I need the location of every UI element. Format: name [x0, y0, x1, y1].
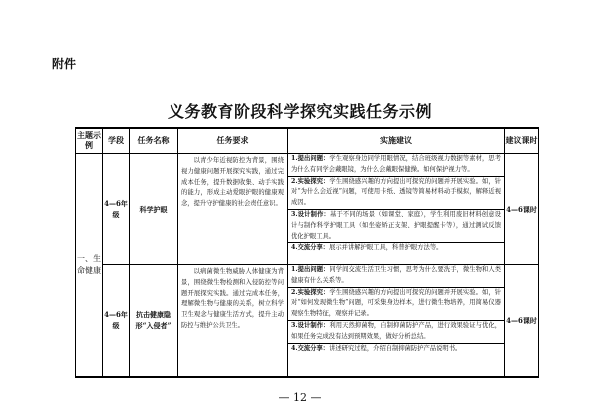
attachment-label: 附件 [52, 57, 77, 71]
task-name-cell: 抗击健康隐形“入侵者” [130, 265, 178, 377]
task-name-cell: 科学护眼 [130, 154, 178, 265]
step-item: 3.设计制作：利用天然抑菌物，自制抑菌防护产品，进行效果验证与优化，如果任务完成没有达到预期效果，做好分析总结。 [288, 321, 504, 344]
table-row [76, 154, 539, 265]
step-item: 1.提出问题：同学间交流生活卫生习惯，思考为什么要洗手，微生物和人类健康有什么关系等。 [288, 265, 504, 288]
step-item: 3.设计制作：基于不同的场景（如课堂、家庭），学生利用废旧材料创意设计与制作科学护眼工具（如坐姿矫正支架、护眼提醒卡等），通过测试反馈优化护眼工具。 [288, 210, 504, 243]
step-item: 4.交流分享：展示并讲解护眼工具，科普护眼方法等。 [291, 244, 443, 252]
implementation-cell [288, 154, 505, 265]
header-task-name: 任务名称 [130, 128, 178, 154]
task-table [75, 127, 539, 378]
header-grade: 学段 [103, 128, 130, 154]
implementation-cell [288, 265, 505, 377]
header-hours: 建议课时 [505, 128, 539, 154]
page-number: — 12 — [278, 391, 322, 404]
document-title: 义务教育阶段科学探究实践任务示例 [167, 102, 432, 121]
requirement-cell: 以病菌微生物威胁人体健康为背景，围绕微生物检测和入侵防控等问题开展探究实践。通过完成本任务，理解微生物与健康的关系，树立科学卫生观念与健康生活方式，提升主动防控与维护公共卫生。 [178, 265, 288, 377]
step-item: 2.实验探究：学生围绕感兴趣的方向提出可探究的问题并开展实验。如，针对“如何发现微生物”问题，可采集身边样本，进行微生物培养，用简易仪器观察生物特征，观察并记录。 [288, 288, 504, 321]
step-item: 2.实验探究：学生围绕感兴趣的方向提出可探究的问题并开展实验。如，针对“为什么会近视”问题，可使用卡纸、透镜等简易材料动手模拟，解释近视成因。 [288, 177, 504, 210]
hours-cell: 4—6课时 [505, 265, 539, 377]
hours-cell: 4—6课时 [505, 154, 539, 265]
grade-cell: 4—6年级 [103, 154, 130, 265]
table-header-row [76, 128, 539, 154]
grade-cell: 4—6年级 [103, 265, 130, 377]
step-item: 4.交流分享：讲述研究过程，介绍自制抑菌防护产品说明书。 [291, 344, 462, 352]
header-implementation: 实施建议 [288, 128, 505, 154]
theme-cell: 一、生命健康 [76, 154, 103, 377]
header-requirement: 任务要求 [178, 128, 288, 154]
header-theme: 主题示例 [76, 128, 103, 154]
requirement-cell: 以青少年近视防控为背景，围绕视力健康问题开展探究实践，通过完成本任务，提升数据收集、动手实践的能力，形成主动爱眼护眼的健康观念，提升守护健康的社会责任意识。 [178, 154, 288, 265]
step-item: 1.提出问题：学生观察身边同学用眼情况，结合班级视力数据等素材，思考为什么有同学会戴眼镜，为什么会戴眼保健操。如何保护视力等。 [288, 154, 504, 177]
table-row [76, 265, 539, 377]
